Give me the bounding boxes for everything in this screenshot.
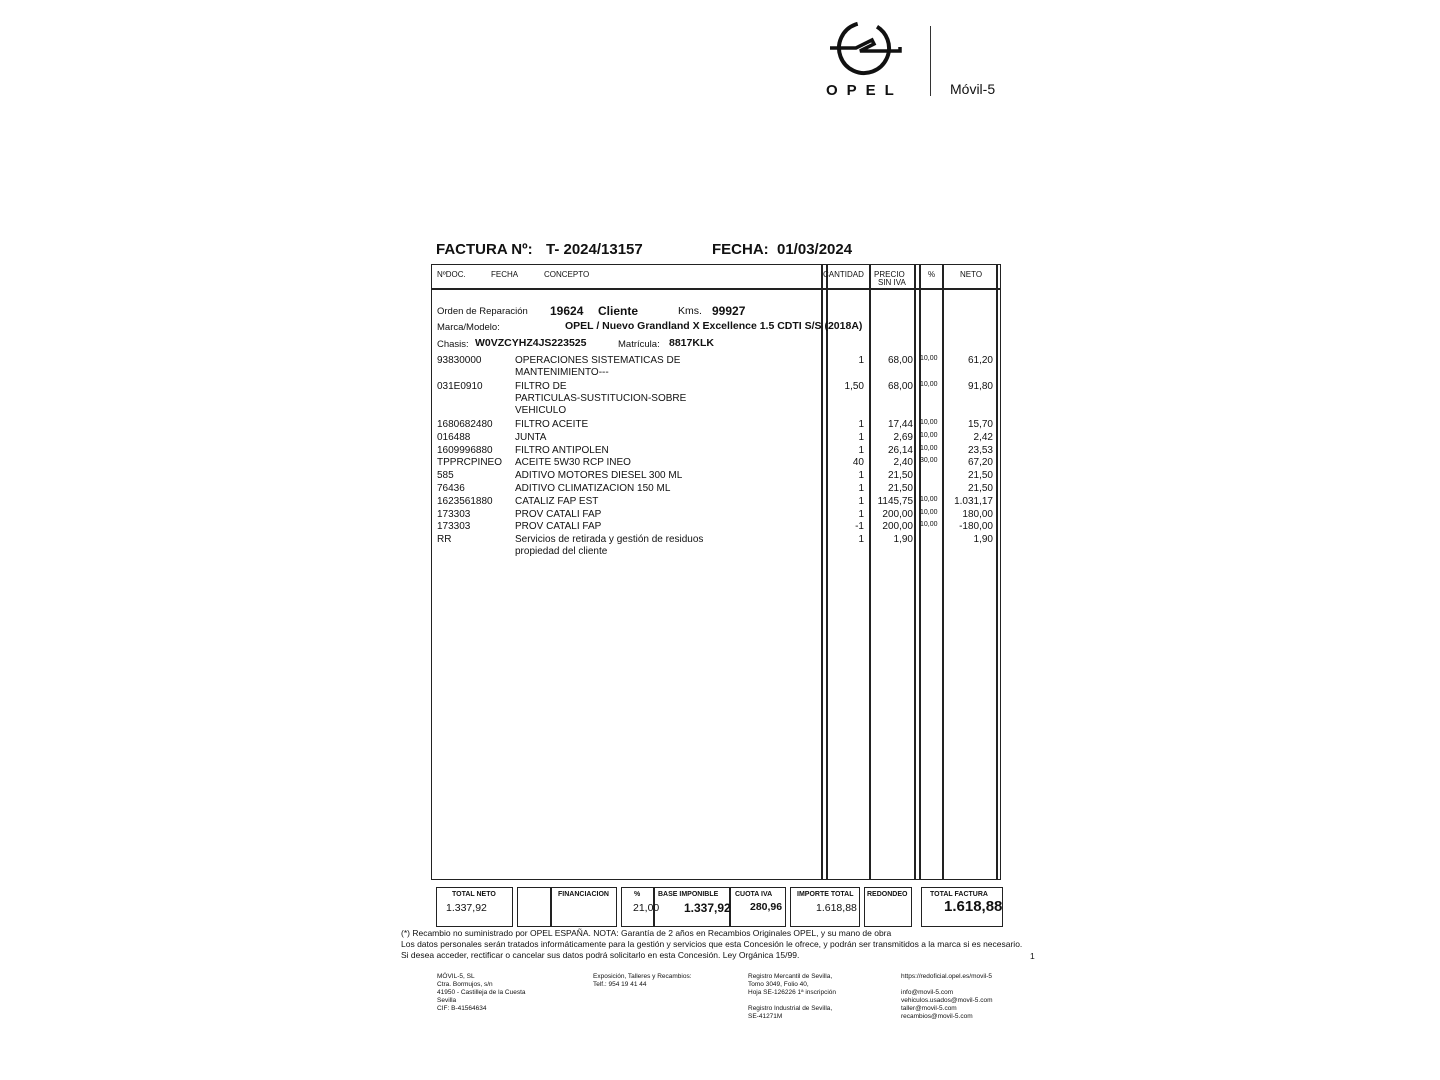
line-net: 21,50	[967, 470, 993, 482]
line-qty: 1	[858, 508, 864, 520]
marca-value: OPEL / Nuevo Grandland X Excellence 1.5 CDTI S/S (2018A)	[565, 320, 863, 332]
footer-line: Registro Mercantil de Sevilla,	[748, 973, 833, 980]
invoice-date-label: FECHA:	[712, 241, 769, 258]
note-line-1: (*) Recambio no suministrado por OPEL ESPAÑA. NOTA: Garantía de 2 años en Recambios Originales OPEL, y su mano de obra	[401, 928, 892, 938]
line-pct: 30,00	[920, 457, 938, 465]
logo-divider	[930, 26, 931, 96]
cuota-label: CUOTA IVA	[735, 891, 773, 898]
invoice-date: 01/03/2024	[777, 241, 853, 258]
opel-logo-icon	[826, 20, 906, 80]
line-net: 1.031,17	[954, 495, 993, 507]
col-header-fecha: FECHA	[491, 270, 519, 279]
line-price: 68,00	[887, 380, 913, 392]
footer-line: vehiculos.usados@movil-5.com	[901, 997, 993, 1004]
col-divider	[942, 264, 944, 880]
orden-value: 19624	[550, 304, 584, 318]
line-net: -180,00	[959, 521, 993, 533]
col-header-pct: %	[928, 270, 936, 279]
col-header-neto: NETO	[960, 270, 983, 279]
footer-line: info@movil-5.com	[901, 989, 954, 996]
line-code: 76436	[437, 483, 465, 494]
line-code: 016488	[437, 431, 471, 443]
line-concept-cont: PARTICULAS-SUSTITUCION-SOBRE	[515, 392, 687, 404]
invoice-number: T- 2024/13157	[546, 241, 643, 258]
line-qty: 1	[858, 419, 864, 430]
line-code: 585	[437, 470, 454, 482]
col-divider	[996, 264, 998, 880]
col-header-doc: NºDOC.	[437, 270, 466, 279]
line-qty: 40	[852, 457, 864, 469]
line-net: 67,20	[967, 457, 993, 469]
matricula-value: 8817KLK	[669, 337, 714, 349]
line-concept: JUNTA	[515, 431, 547, 443]
page-number: 1	[1030, 951, 1035, 961]
chasis-value: W0VZCYHZ4JS223525	[475, 337, 587, 349]
line-concept-cont: MANTENIMIENTO---	[515, 367, 609, 378]
line-qty: 1	[858, 483, 864, 494]
col-divider	[914, 264, 916, 880]
line-pct: 10,00	[920, 419, 938, 426]
footer-line: SE-41271M	[748, 1013, 783, 1020]
col-header-precio: PRECIO	[874, 270, 905, 279]
note-line-2: Los datos personales serán tratados informáticamente para la gestión y servicios que esta Concesión le ofrece, y podrán ser transmitidos a la marca si es necesario.	[401, 939, 1023, 949]
footer-line: 41950 - Castilleja de la Cuesta	[437, 989, 526, 996]
line-pct: 10,00	[920, 431, 938, 439]
line-code: RR	[437, 534, 452, 546]
brand-word: OPEL	[826, 82, 903, 99]
line-pct: 10,00	[920, 355, 938, 362]
orden-label: Orden de Reparación	[437, 306, 528, 317]
total-factura-value: 1.618,88	[944, 898, 1003, 915]
footer-line: MÓVIL-5, SL	[437, 973, 475, 980]
line-qty: 1,50	[844, 380, 864, 392]
kms-value: 99927	[712, 304, 746, 318]
line-concept: FILTRO DE	[515, 380, 567, 392]
col-header-cantidad: CANTIDAD	[823, 270, 864, 279]
line-qty: -1	[855, 521, 864, 533]
line-price: 68,00	[887, 355, 913, 366]
pct-label: %	[634, 891, 641, 898]
line-concept: OPERACIONES SISTEMATICAS DE	[515, 355, 681, 366]
line-net: 21,50	[967, 483, 993, 494]
footer-line: recambios@movil-5.com	[901, 1013, 973, 1020]
line-qty: 1	[858, 355, 864, 366]
marca-label: Marca/Modelo:	[437, 322, 500, 333]
line-code: 1623561880	[437, 495, 493, 507]
line-net: 2,42	[973, 431, 993, 443]
line-concept: Servicios de retirada y gestión de residuos	[515, 534, 704, 546]
footer-line: taller@movil-5.com	[901, 1005, 957, 1012]
line-qty: 1	[858, 495, 864, 507]
line-net: 15,70	[967, 419, 993, 430]
line-concept: ACEITE 5W30 RCP INEO	[515, 457, 631, 469]
line-price: 2,40	[893, 457, 913, 469]
total-neto-value: 1.337,92	[446, 902, 487, 914]
line-price: 26,14	[887, 444, 913, 456]
total-neto-label: TOTAL NETO	[452, 891, 496, 898]
line-qty: 1	[858, 444, 864, 456]
line-price: 200,00	[882, 521, 913, 533]
importe-value: 1.618,88	[816, 902, 857, 914]
line-concept: FILTRO ANTIPOLEN	[515, 444, 609, 456]
line-code: 1609996880	[437, 444, 493, 456]
line-price: 1145,75	[877, 495, 913, 507]
line-qty: 1	[858, 470, 864, 482]
footer-line: Telf.: 954 19 41 44	[593, 981, 647, 988]
line-price: 1,90	[893, 534, 913, 546]
line-code: 031E0910	[437, 380, 483, 392]
header-divider	[431, 288, 1001, 290]
col-header-precio-sin-iva: SIN IVA	[878, 278, 906, 287]
footer-line: Sevilla	[437, 997, 457, 1004]
footer-line: Exposición, Talleres y Recambios:	[593, 973, 692, 980]
line-price: 2,69	[893, 431, 913, 443]
footer-line: Hoja SE-126226 1ª inscripción	[748, 989, 837, 996]
line-code: 173303	[437, 521, 471, 533]
invoice-number-label: FACTURA Nº:	[436, 241, 533, 258]
line-qty: 1	[858, 534, 864, 546]
line-net: 61,20	[967, 355, 993, 366]
footer-line: Tomo 3049, Folio 40,	[748, 981, 809, 988]
line-net: 23,53	[967, 444, 993, 456]
line-pct: 10,00	[920, 380, 938, 388]
line-net: 180,00	[962, 508, 993, 520]
line-pct: 10,00	[920, 521, 938, 529]
cliente-label: Cliente	[598, 304, 639, 318]
footer-line: Registro Industrial de Sevilla,	[748, 1005, 833, 1012]
line-concept-cont: propiedad del cliente	[515, 546, 608, 558]
line-net: 91,80	[967, 380, 993, 392]
col-header-concepto: CONCEPTO	[544, 270, 590, 279]
blank-box	[517, 887, 551, 927]
col-divider	[821, 264, 823, 880]
line-code: 173303	[437, 508, 471, 520]
line-concept: FILTRO ACEITE	[515, 419, 589, 430]
kms-label: Kms.	[678, 305, 702, 317]
line-code: TPPRCPINEO	[437, 457, 503, 469]
base-label: BASE IMPONIBLE	[658, 891, 719, 898]
base-value: 1.337,92	[684, 901, 731, 915]
line-price: 21,50	[887, 483, 913, 494]
total-factura-label: TOTAL FACTURA	[930, 891, 988, 898]
footer-line: CIF: B-41564634	[437, 1005, 487, 1012]
financiacion-label: FINANCIACION	[558, 891, 609, 898]
line-price: 17,44	[887, 419, 913, 430]
line-net: 1,90	[973, 534, 993, 546]
line-concept: PROV CATALI FAP	[515, 508, 602, 520]
line-concept: ADITIVO MOTORES DIESEL 300 ML	[515, 470, 683, 482]
line-concept: PROV CATALI FAP	[515, 521, 602, 533]
redondeo-label: REDONDEO	[867, 891, 908, 898]
cuota-value: 280,96	[750, 901, 783, 913]
line-pct: 10,00	[920, 495, 938, 503]
line-price: 200,00	[882, 508, 913, 520]
footer-line: Ctra. Bormujos, s/n	[437, 981, 493, 988]
line-price: 21,50	[887, 470, 913, 482]
line-concept: CATALIZ FAP EST	[515, 495, 599, 507]
matricula-label: Matrícula:	[618, 339, 660, 350]
line-code: 93830000	[437, 355, 482, 366]
chasis-label: Chasis:	[437, 339, 469, 350]
line-concept: ADITIVO CLIMATIZACION 150 ML	[515, 483, 671, 494]
note-line-3: Si desea acceder, rectificar o cancelar sus datos podrá solicitarlo en esta Concesión. Ley Orgánica 15/99.	[401, 950, 800, 960]
line-concept-cont: VEHICULO	[515, 404, 567, 416]
line-code: 1680682480	[437, 419, 493, 430]
line-qty: 1	[858, 431, 864, 443]
dealer-name: Móvil-5	[950, 81, 996, 97]
line-pct: 10,00	[920, 508, 938, 516]
line-pct: 10,00	[920, 444, 938, 452]
pct-value: 21,00	[633, 902, 660, 914]
importe-label: IMPORTE TOTAL	[797, 891, 854, 898]
footer-line: https://redoficial.opel.es/movil-5	[901, 973, 993, 980]
